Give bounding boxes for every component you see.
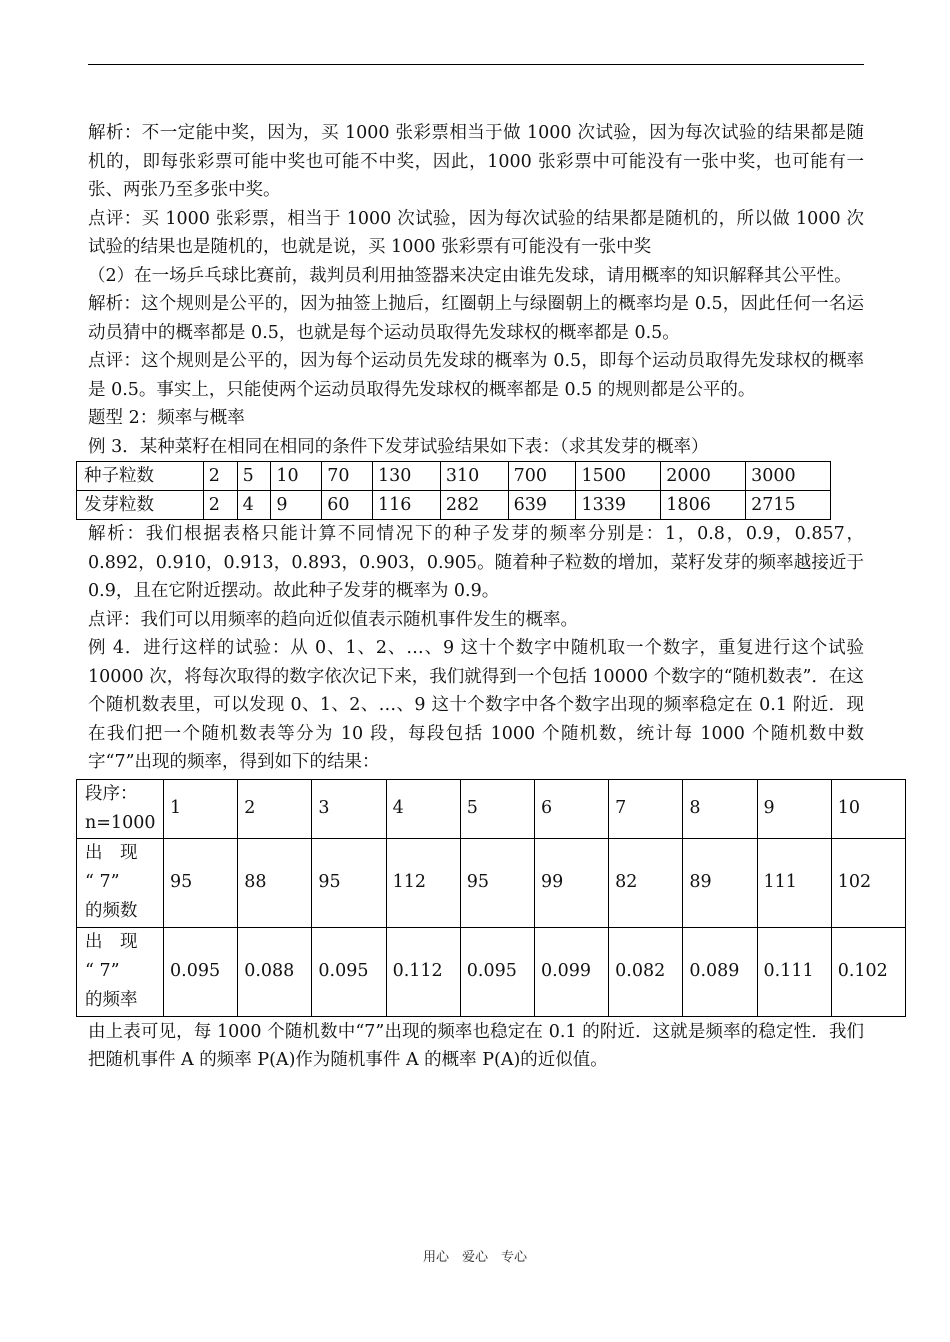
- seed-table: [76, 461, 831, 520]
- table-cell: 1806: [661, 491, 746, 520]
- table-cell: 0.099: [534, 927, 608, 1016]
- table-row: [77, 838, 906, 927]
- table-cell: 9: [757, 779, 831, 838]
- table-cell: 2000: [661, 462, 746, 491]
- paragraph: 由上表可见，每 1000 个随机数中“7”出现的频率也稳定在 0.1 的附近．这就是频率的稳定性．我们把随机事件 A 的频率 P(A)作为随机事件 A 的概率 P(A)的近似值。: [88, 1021, 864, 1070]
- table-row: [77, 462, 831, 491]
- table-cell: 1: [164, 779, 238, 838]
- table-cell: 0.102: [831, 927, 905, 1016]
- table-cell: 0.095: [164, 927, 238, 1016]
- table-cell: 0.095: [460, 927, 534, 1016]
- table-cell: 2: [203, 491, 237, 520]
- table-cell: 0.082: [609, 927, 683, 1016]
- table-cell: 88: [238, 838, 312, 927]
- table-cell: 639: [508, 491, 576, 520]
- table-cell: 282: [440, 491, 508, 520]
- table-cell: 5: [460, 779, 534, 838]
- paragraph: （2）在一场乒乓球比赛前，裁判员利用抽签器来决定由谁先发球，请用概率的知识解释其公平性。: [88, 265, 852, 286]
- table-row-header: [77, 838, 164, 927]
- table-cell: 0.088: [238, 927, 312, 1016]
- paragraph: 例 4．进行这样的试验：从 0、1、2、…、9 这十个数字中随机取一个数字，重复进行这个试验 10000 次，将每次取得的数字依次记下来，我们就得到一个包括 10000 个数字的“随机数表”．在这个随机数表里，可以发现 0、1、2、…、9 这十个数字中各个数字出现的频率稳定在 0.1 附近．现在我们把一个随机数表等分为 10 段，每段包括 1000 个随机数，统计每 1000 个随机数中数字“7”出现的频率，得到如下的结果：: [88, 638, 864, 772]
- table-cell: 1339: [576, 491, 661, 520]
- table-cell: 4: [237, 491, 271, 520]
- table-cell: 0.089: [683, 927, 757, 1016]
- table-row: [77, 779, 906, 838]
- table-cell: 4: [386, 779, 460, 838]
- header-rule: [88, 64, 864, 65]
- table-cell: 60: [322, 491, 373, 520]
- table-cell: 70: [322, 462, 373, 491]
- table-cell: 116: [373, 491, 441, 520]
- table-row: [77, 927, 906, 1016]
- header-label-line: 段序：: [85, 783, 138, 804]
- page-footer: 用心 爱心 专心: [422, 1250, 527, 1265]
- table-cell: 9: [271, 491, 322, 520]
- header-label-line: 出 现: [85, 932, 138, 952]
- table-row-header: [77, 779, 164, 838]
- table-row-header: 发芽粒数: [77, 491, 204, 520]
- table-cell: 82: [609, 838, 683, 927]
- header-label-line: n=1000: [85, 812, 156, 833]
- table-cell: 95: [312, 838, 386, 927]
- table-cell: 89: [683, 838, 757, 927]
- header-label-line: 的频率: [85, 990, 138, 1010]
- table-cell: 1500: [576, 462, 661, 491]
- table-cell: 95: [460, 838, 534, 927]
- table-cell: 2: [238, 779, 312, 838]
- document-body: [84, 119, 888, 1075]
- table-cell: 95: [164, 838, 238, 927]
- table-row-header: [77, 927, 164, 1016]
- table-row-header: 种子粒数: [77, 462, 204, 491]
- table-cell: 310: [440, 462, 508, 491]
- header-label-line: 的频数: [85, 901, 138, 921]
- table-cell: 700: [508, 462, 576, 491]
- header-label-line: 出 现: [85, 843, 138, 863]
- table-cell: 99: [534, 838, 608, 927]
- section-heading: 题型 2：频率与概率: [88, 408, 245, 428]
- paragraph: 解析：不一定能中奖，因为，买 1000 张彩票相当于做 1000 次试验，因为每次试验的结果都是随机的，即每张彩票可能中奖也可能不中奖，因此，1000 张彩票中可能没有一张中奖，也可能有一张、两张乃至多张中奖。: [88, 123, 864, 200]
- table-cell: 112: [386, 838, 460, 927]
- header-label-line: “ 7”: [85, 872, 120, 892]
- header-label-line: “ 7”: [85, 961, 120, 981]
- table-cell: 10: [831, 779, 905, 838]
- paragraph: 点评：这个规则是公平的，因为每个运动员先发球的概率为 0.5，即每个运动员取得先发球权的概率是 0.5。事实上，只能使两个运动员取得先发球权的概率都是 0.5 的规则都是公平的。: [88, 351, 864, 400]
- table-cell: 111: [757, 838, 831, 927]
- paragraph: 点评：我们可以用频率的趋向近似值表示随机事件发生的概率。: [88, 609, 578, 630]
- paragraph: 解析：我们根据表格只能计算不同情况下的种子发芽的频率分别是：1，0.8，0.9，0.857，0.892，0.910，0.913，0.893，0.903，0.905。随着种子粒数的增加，菜籽发芽的频率越接近于 0.9，且在它附近摆动。故此种子发芽的概率为 0.9。: [88, 524, 864, 601]
- paragraph: 解析：这个规则是公平的，因为抽签上抛后，红圈朝上与绿圈朝上的概率均是 0.5，因此任何一名运动员猜中的概率都是 0.5，也就是每个运动员取得先发球权的概率都是 0.5。: [88, 294, 864, 343]
- paragraph: 点评：买 1000 张彩票，相当于 1000 次试验，因为每次试验的结果都是随机的，所以做 1000 次试验的结果也是随机的，也就是说，买 1000 张彩票有可能没有一张中奖: [88, 208, 864, 257]
- table-cell: 2715: [746, 491, 831, 520]
- table-cell: 0.111: [757, 927, 831, 1016]
- example-heading: 例 3．某种菜籽在相同在相同的条件下发芽试验结果如下表：（求其发芽的概率）: [88, 436, 709, 457]
- table-cell: 3000: [746, 462, 831, 491]
- table-cell: 0.112: [386, 927, 460, 1016]
- table-cell: 0.095: [312, 927, 386, 1016]
- table-cell: 10: [271, 462, 322, 491]
- table-cell: 5: [237, 462, 271, 491]
- table-cell: 130: [373, 462, 441, 491]
- table-row: [77, 491, 831, 520]
- table-cell: 7: [609, 779, 683, 838]
- table-cell: 6: [534, 779, 608, 838]
- table-cell: 8: [683, 779, 757, 838]
- random-digit-table: [76, 779, 906, 1017]
- table-cell: 3: [312, 779, 386, 838]
- table-cell: 2: [203, 462, 237, 491]
- table-cell: 102: [831, 838, 905, 927]
